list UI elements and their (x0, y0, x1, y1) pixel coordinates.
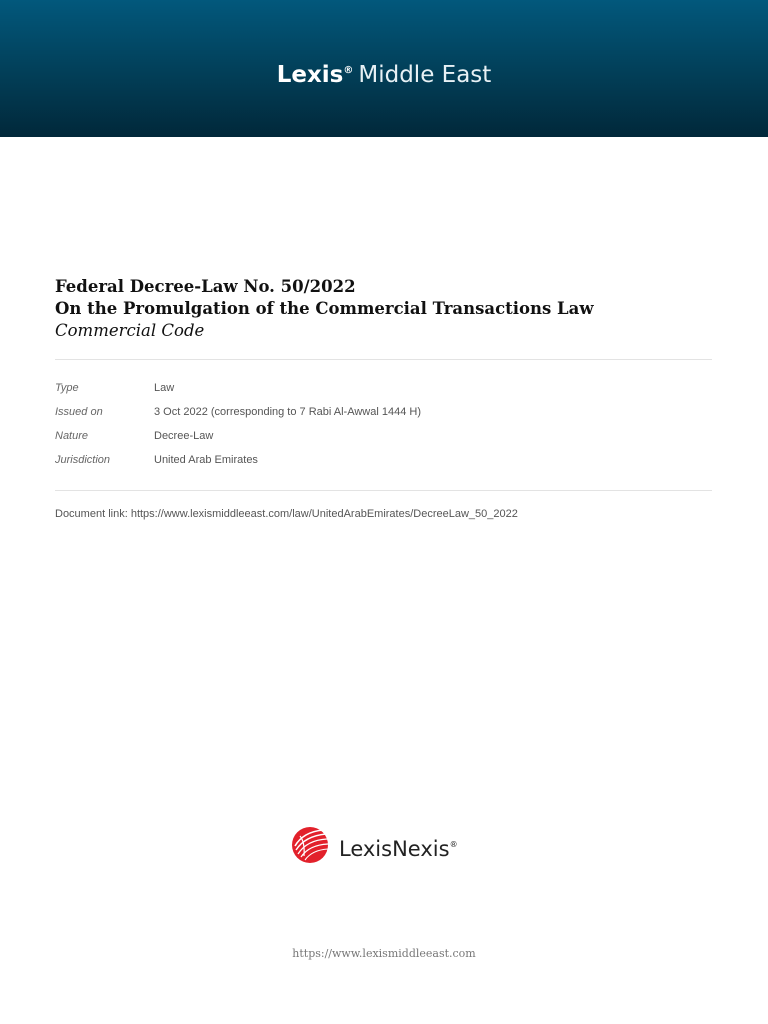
lexisnexis-red-logo-icon (291, 826, 331, 864)
metadata-value: Decree-Law (154, 430, 214, 442)
metadata-value: United Arab Emirates (154, 454, 258, 466)
document-title-line-1: Federal Decree-Law No. 50/2022 (55, 277, 356, 296)
metadata-label: Type (55, 382, 79, 394)
lexisnexis-logo (291, 824, 491, 866)
document-subtitle: Commercial Code (55, 321, 205, 340)
metadata-row-type (55, 378, 712, 402)
metadata-row-issued-on (55, 402, 712, 426)
document-link-label: Document link: (55, 508, 128, 520)
document-title-block (55, 276, 712, 342)
metadata-value: Law (154, 382, 175, 394)
document-link (55, 505, 518, 523)
brand-registered-mark: ® (343, 65, 354, 76)
metadata-table (55, 378, 712, 474)
header-banner (0, 0, 768, 137)
document-link-url[interactable]: https://www.lexismiddleeast.com/law/UnitedArabEmirates/DecreeLaw_50_2022 (130, 508, 518, 520)
metadata-label: Nature (55, 430, 89, 442)
metadata-label: Issued on (55, 406, 103, 418)
lexisnexis-registered-mark: ® (449, 840, 458, 849)
metadata-value: 3 Oct 2022 (corresponding to 7 Rabi Al-Awwal 1444 H) (154, 406, 421, 418)
lexisnexis-wordmark-text: LexisNexis (339, 837, 450, 861)
header-brand (0, 56, 768, 90)
divider-top (55, 359, 712, 360)
metadata-row-jurisdiction (55, 450, 712, 474)
document-title-line-2: On the Promulgation of the Commercial Transactions Law (55, 299, 594, 318)
brand-name-bold: Lexis (276, 62, 344, 88)
metadata-label: Jurisdiction (55, 454, 111, 466)
brand-name-region: Middle East (358, 62, 492, 88)
lexisnexis-wordmark (339, 830, 458, 864)
metadata-row-nature (55, 426, 712, 450)
divider-bottom (55, 490, 712, 491)
footer-url[interactable]: https://www.lexismiddleeast.com (292, 947, 476, 960)
